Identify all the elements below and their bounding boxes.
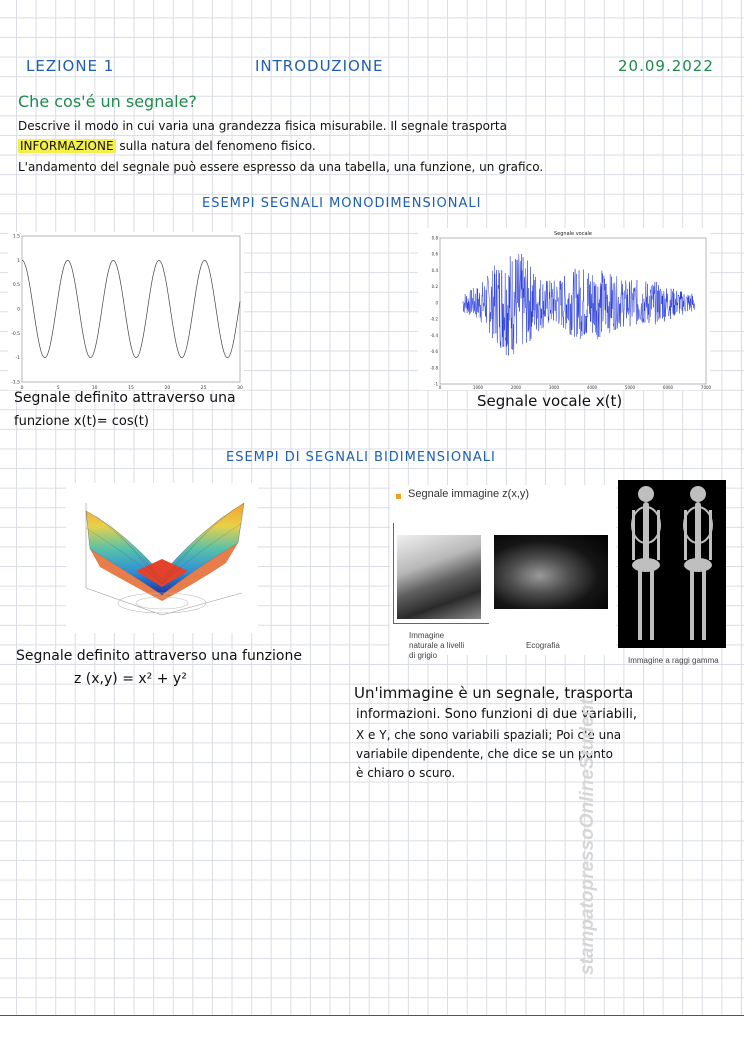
voice-x-tick-label: 2000 <box>510 385 522 390</box>
voice-y-tick-label: -1 <box>434 381 438 387</box>
voice-y-tick-label: 0.4 <box>431 267 438 273</box>
voice-x-tick-label: 7000 <box>700 385 712 390</box>
voice-x-tick-label: 6000 <box>662 385 674 390</box>
cos-chart <box>8 232 244 390</box>
voice-x-tick-label: 1000 <box>472 385 484 390</box>
voice-series-line <box>463 254 695 356</box>
cos-x-tick-label: 5 <box>56 386 60 391</box>
natural-image-label: Immagine naturale a livelli di grigio <box>409 631 465 660</box>
voice-y-tick-label: 0.6 <box>431 251 438 257</box>
voice-chart-svg <box>418 228 710 390</box>
gamma-ray-image <box>618 480 726 648</box>
x-axis-arrow <box>393 623 489 624</box>
paraboloid-svg <box>66 483 258 633</box>
cos-plot-frame <box>22 236 240 382</box>
y-axis-arrow <box>393 523 394 623</box>
intro-line-3: L'andamento del segnale può essere espresso da una tabella, una funzione, un grafico. <box>18 160 544 174</box>
notes-line-3: X e Y, che sono variabili spaziali; Poi c'è una <box>356 728 622 742</box>
voice-x-tick-label: 4000 <box>586 385 598 390</box>
natural-image <box>397 535 481 619</box>
voice-y-tick-label: -0.2 <box>430 316 438 322</box>
cos-x-tick-label: 0 <box>20 386 24 391</box>
intro-line-2-rest: sulla natura del fenomeno fisico. <box>119 139 316 153</box>
page-bottom-rule <box>0 1015 744 1016</box>
notes-line-1: Un'immagine è un segnale, trasporta <box>354 684 634 702</box>
cos-x-tick-label: 15 <box>128 386 134 391</box>
intro-line-1: Descrive il modo in cui varia una grandezza fisica misurabile. Il segnale trasporta <box>18 119 507 133</box>
image-box-title: Segnale immagine z(x,y) <box>408 488 530 500</box>
intro-question: Che cos'é un segnale? <box>18 92 197 111</box>
echography-label: Ecografia <box>526 641 560 650</box>
cos-y-tick-label: -1.5 <box>11 380 20 386</box>
voice-caption: Segnale vocale x(t) <box>477 392 623 410</box>
information-highlight: INFORMAZIONE <box>20 139 114 153</box>
notes-line-4: variabile dipendente, che dice se un punto <box>356 747 613 761</box>
voice-x-tick-label: 5000 <box>624 385 636 390</box>
lesson-label: LEZIONE 1 <box>26 57 115 75</box>
cos-caption-2: funzione x(t)= cos(t) <box>14 414 149 429</box>
intro-line-2 <box>18 135 316 157</box>
cos-x-tick-label: 30 <box>237 386 243 391</box>
voice-x-tick-label: 3000 <box>548 385 560 390</box>
voice-y-tick-label: 0.8 <box>431 235 438 241</box>
notes-line-2: informazioni. Sono funzioni di due variabili, <box>356 707 638 722</box>
cos-y-tick-label: 1.5 <box>12 234 20 240</box>
paraboloid-surface <box>66 483 258 633</box>
voice-x-tick-label: 0 <box>438 385 442 390</box>
cos-x-tick-label: 10 <box>91 386 98 391</box>
surface-caption-1: Segnale definito attraverso una funzione <box>16 648 302 664</box>
voice-y-tick-label: -0.4 <box>430 332 438 338</box>
lesson-date: 20.09.2022 <box>618 57 714 75</box>
voice-plot-title: Segnale vocale <box>553 231 593 237</box>
gamma-image-label: Immagine a raggi gamma <box>628 656 719 665</box>
skeleton-svg <box>618 480 726 648</box>
surface-caption-2: z (x,y) = x² + y² <box>74 671 187 687</box>
image-signal-panel <box>390 485 616 660</box>
echography-image <box>494 535 608 609</box>
voice-y-tick-label: -0.6 <box>430 349 438 355</box>
section-1-title: ESEMPI SEGNALI MONODIMENSIONALI <box>202 196 482 211</box>
voice-chart <box>418 228 710 390</box>
cos-x-tick-label: 25 <box>200 386 207 391</box>
cos-y-tick-label: 1 <box>17 258 20 264</box>
cos-y-tick-label: -0.5 <box>11 331 20 337</box>
bullet-icon <box>396 494 401 499</box>
cos-y-tick-label: -1 <box>15 356 20 362</box>
cos-chart-svg <box>8 232 244 390</box>
cos-x-tick-label: 20 <box>164 386 171 391</box>
cos-y-tick-label: 0.5 <box>12 283 20 289</box>
cos-y-tick-label: 0 <box>17 307 20 313</box>
notes-line-5: è chiaro o scuro. <box>356 766 456 780</box>
cos-series-line <box>22 260 240 357</box>
cos-caption-1: Segnale definito attraverso una <box>14 390 236 406</box>
topic-title: INTRODUZIONE <box>255 57 384 75</box>
voice-y-tick-label: 0.2 <box>431 284 438 290</box>
voice-y-tick-label: -0.8 <box>430 365 438 371</box>
section-2-title: ESEMPI DI SEGNALI BIDIMENSIONALI <box>226 450 496 465</box>
watermark-text: stampatopressoOnlineStudent <box>577 698 598 975</box>
voice-y-tick-label: 0 <box>435 300 438 306</box>
